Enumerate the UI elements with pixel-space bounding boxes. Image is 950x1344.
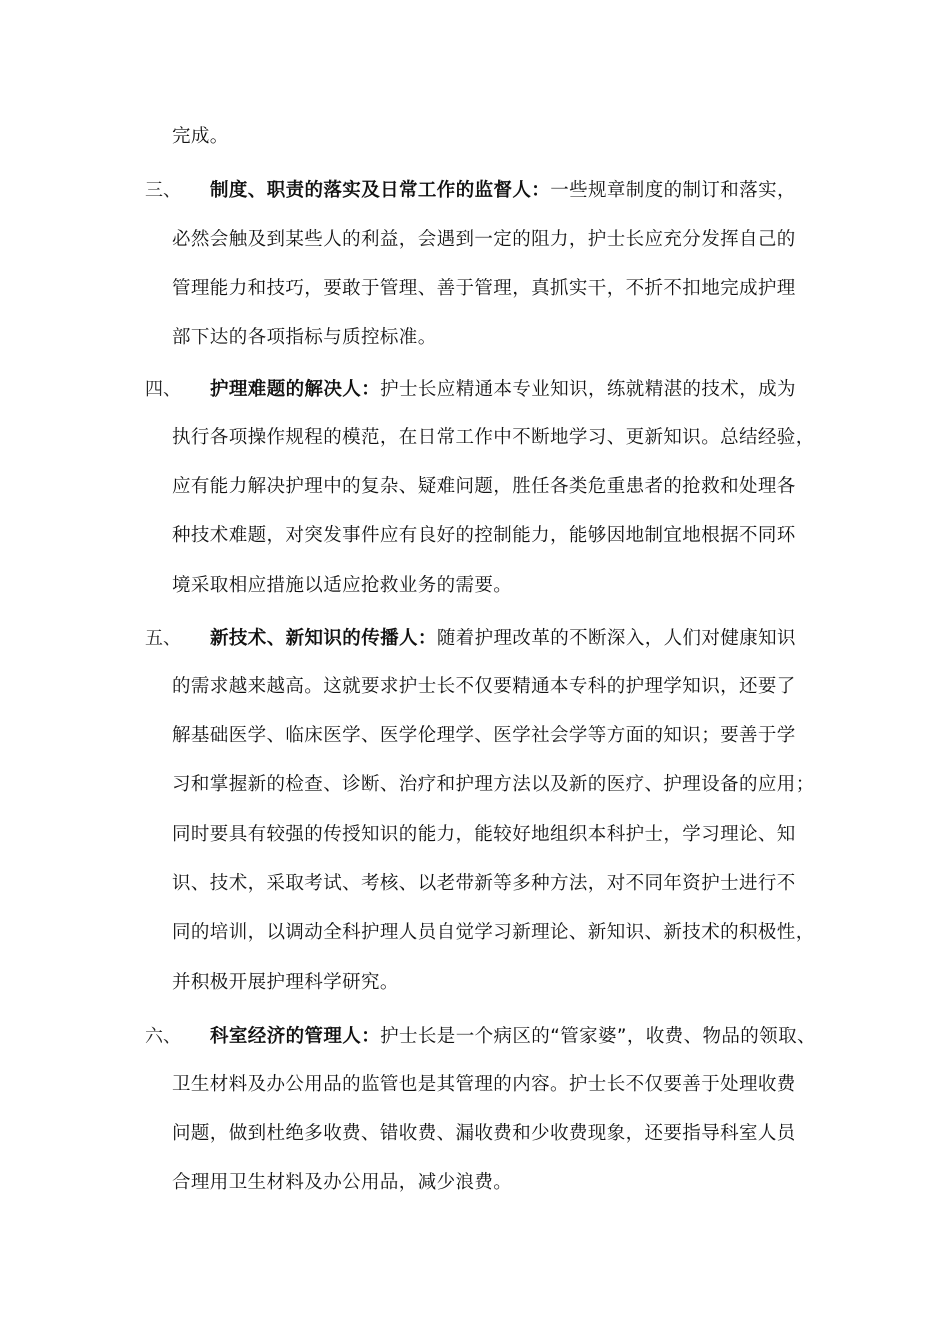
section-text: 护士长是一个病区的“管家婆”，收费、物品的领取、 (380, 1026, 816, 1047)
paragraph-line: 问题，做到杜绝多收费、错收费、漏收费和少收费现象，还要指导科室人员 (172, 1123, 796, 1144)
section-title: 护理难题的解决人： (210, 379, 381, 400)
paragraph-line: 的需求越来越高。这就要求护士长不仅要精通本专科的护理学知识，还要了 (172, 676, 796, 697)
paragraph-line: 执行各项操作规程的模范，在日常工作中不断地学习、更新知识。总结经验， (172, 427, 815, 448)
paragraph-line: 境采取相应措施以适应抢救业务的需要。 (172, 575, 513, 596)
section-title: 科室经济的管理人： (210, 1026, 381, 1047)
section-number: 四、 (145, 379, 181, 400)
paragraph-line: 部下达的各项指标与质控标准。 (172, 327, 437, 348)
paragraph-line: 卫生材料及办公用品的监管也是其管理的内容。护士长不仅要善于处理收费 (172, 1074, 796, 1095)
section-heading-line (210, 1024, 816, 1050)
section-number: 五、 (145, 628, 181, 649)
section-heading-line (210, 377, 796, 403)
paragraph-line: 必然会触及到某些人的利益，会遇到一定的阻力，护士长应充分发挥自己的 (172, 229, 796, 250)
section-title: 新技术、新知识的传播人： (210, 628, 437, 649)
paragraph-line: 并积极开展护理科学研究。 (172, 972, 399, 993)
paragraph-line: 识、技术，采取考试、考核、以老带新等多种方法，对不同年资护士进行不 (172, 873, 796, 894)
paragraph-line: 管理能力和技巧，要敢于管理、善于管理，真抓实干，不折不扣地完成护理 (172, 278, 796, 299)
paragraph-line: 同时要具有较强的传授知识的能力，能较好地组织本科护士，学习理论、知 (172, 824, 796, 845)
section-number: 六、 (145, 1026, 181, 1047)
section-text: 随着护理改革的不断深入，人们对健康知识 (436, 628, 796, 649)
paragraph-line: 种技术难题，对突发事件应有良好的控制能力，能够因地制宜地根据不同环 (172, 525, 796, 546)
section-text: 一些规章制度的制订和落实， (550, 180, 796, 201)
paragraph-line: 同的培训，以调动全科护理人员自觉学习新理论、新知识、新技术的积极性， (172, 922, 815, 943)
paragraph-line: 合理用卫生材料及办公用品，减少浪费。 (172, 1172, 513, 1193)
paragraph-line: 习和掌握新的检查、诊断、治疗和护理方法以及新的医疗、护理设备的应用； (172, 774, 815, 795)
section-number: 三、 (145, 180, 181, 201)
section-text: 护士长应精通本专业知识，练就精湛的技术，成为 (380, 379, 796, 400)
paragraph-line: 完成。 (172, 126, 229, 147)
paragraph-line: 应有能力解决护理中的复杂、疑难问题，胜任各类危重患者的抢救和处理各 (172, 476, 796, 497)
section-heading-line (210, 178, 796, 204)
section-heading-line (210, 626, 796, 652)
paragraph-line: 解基础医学、临床医学、医学伦理学、医学社会学等方面的知识；要善于学 (172, 725, 796, 746)
section-title: 制度、职责的落实及日常工作的监督人： (210, 180, 551, 201)
